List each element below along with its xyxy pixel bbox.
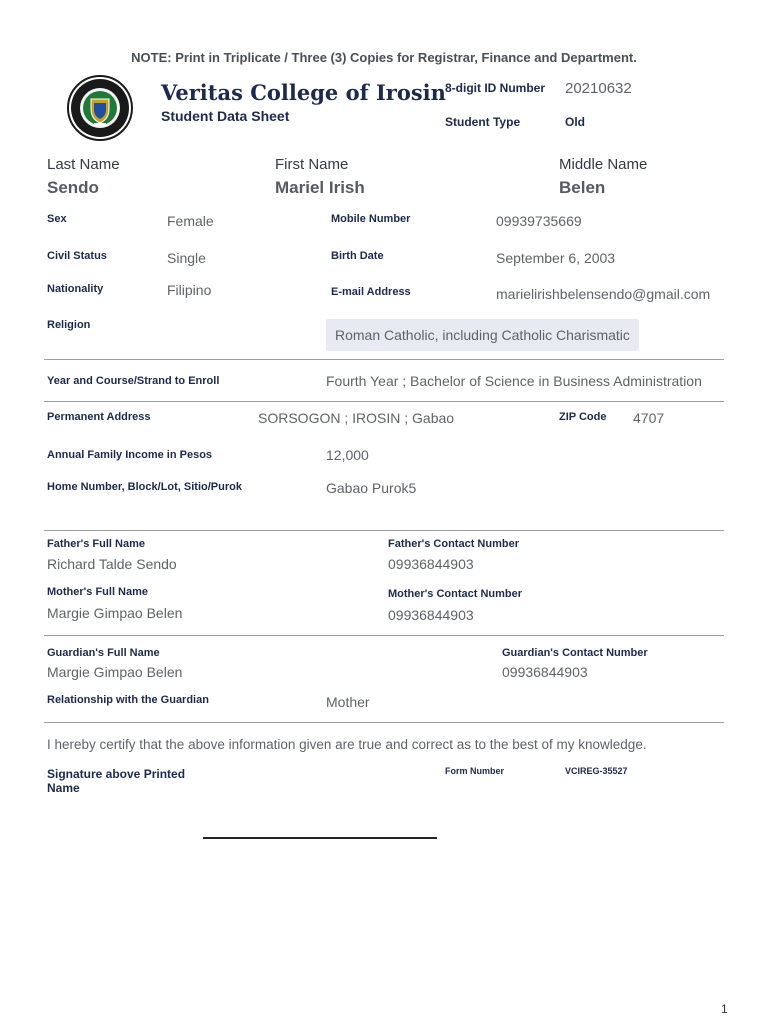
guardian-contact-value: 09936844903: [502, 664, 588, 680]
student-type-value: Old: [565, 115, 585, 129]
mother-name-value: Margie Gimpao Belen: [47, 605, 183, 621]
divider: [44, 635, 724, 636]
mobile-value: 09939735669: [496, 213, 582, 229]
home-number-label: Home Number, Block/Lot, Sitio/Purok: [47, 481, 242, 493]
zip-code-label: ZIP Code: [559, 411, 607, 423]
college-seal-logo: [67, 75, 133, 141]
form-number-label: Form Number: [445, 766, 505, 776]
divider: [44, 359, 724, 360]
first-name-value: Mariel Irish: [275, 178, 365, 197]
guardian-name-value: Margie Gimpao Belen: [47, 664, 183, 680]
mother-contact-label: Mother's Contact Number: [388, 588, 523, 600]
religion-label: Religion: [47, 319, 91, 331]
divider: [44, 530, 724, 531]
last-name-label: Last Name: [47, 156, 120, 173]
mobile-label: Mobile Number: [331, 213, 411, 225]
divider: [44, 401, 724, 402]
sex-label: Sex: [47, 213, 67, 225]
father-name-value: Richard Talde Sendo: [47, 556, 177, 572]
permanent-address-label: Permanent Address: [47, 411, 151, 423]
signature-line: [203, 837, 437, 839]
last-name-value: Sendo: [47, 178, 99, 197]
signature-label: Signature above Printed Name: [47, 767, 186, 795]
nationality-label: Nationality: [47, 283, 104, 295]
id-number-value: 20210632: [565, 80, 632, 97]
form-number-value: VCIREG-35527: [565, 766, 628, 776]
certification-text: I hereby certify that the above information given are true and correct as to the best of my knowledge.: [47, 737, 647, 752]
birth-date-label: Birth Date: [331, 250, 384, 262]
birth-date-value: September 6, 2003: [496, 250, 616, 266]
sex-value: Female: [167, 213, 214, 229]
relationship-value: Mother: [326, 694, 370, 710]
civil-status-label: Civil Status: [47, 250, 107, 262]
college-name: Veritas College of Irosin: [161, 80, 446, 105]
zip-code-value: 4707: [633, 410, 665, 426]
mother-name-label: Mother's Full Name: [47, 586, 149, 598]
middle-name-label: Middle Name: [559, 156, 648, 173]
home-number-value: Gabao Purok5: [326, 480, 417, 496]
student-type-label: Student Type: [445, 115, 521, 129]
enroll-value: Fourth Year ; Bachelor of Science in Business Administration: [326, 373, 702, 389]
first-name-label: First Name: [275, 156, 349, 173]
print-note: NOTE: Print in Triplicate / Three (3) Copies for Registrar, Finance and Department.: [131, 50, 637, 65]
father-contact-value: 09936844903: [388, 556, 474, 572]
civil-status-value: Single: [167, 250, 206, 266]
middle-name-value: Belen: [559, 178, 606, 197]
nationality-value: Filipino: [167, 282, 212, 298]
email-label: E-mail Address: [331, 286, 411, 298]
page-number: 1: [721, 1002, 728, 1016]
guardian-name-label: Guardian's Full Name: [47, 647, 160, 659]
income-value: 12,000: [326, 447, 369, 463]
guardian-contact-label: Guardian's Contact Number: [502, 647, 648, 659]
father-name-label: Father's Full Name: [47, 538, 145, 550]
father-contact-label: Father's Contact Number: [388, 538, 519, 550]
id-number-label: 8-digit ID Number: [445, 81, 546, 95]
income-label: Annual Family Income in Pesos: [47, 449, 213, 461]
sheet-title: Student Data Sheet: [161, 108, 290, 124]
mother-contact-value: 09936844903: [388, 607, 474, 623]
email-value: marielirishbelensendo@gmail.com: [496, 286, 711, 302]
enroll-label: Year and Course/Strand to Enroll: [47, 375, 220, 387]
permanent-address-value: SORSOGON ; IROSIN ; Gabao: [258, 410, 455, 426]
religion-value: Roman Catholic, including Catholic Charismatic: [326, 319, 639, 351]
relationship-label: Relationship with the Guardian: [47, 694, 209, 706]
divider: [44, 722, 724, 723]
